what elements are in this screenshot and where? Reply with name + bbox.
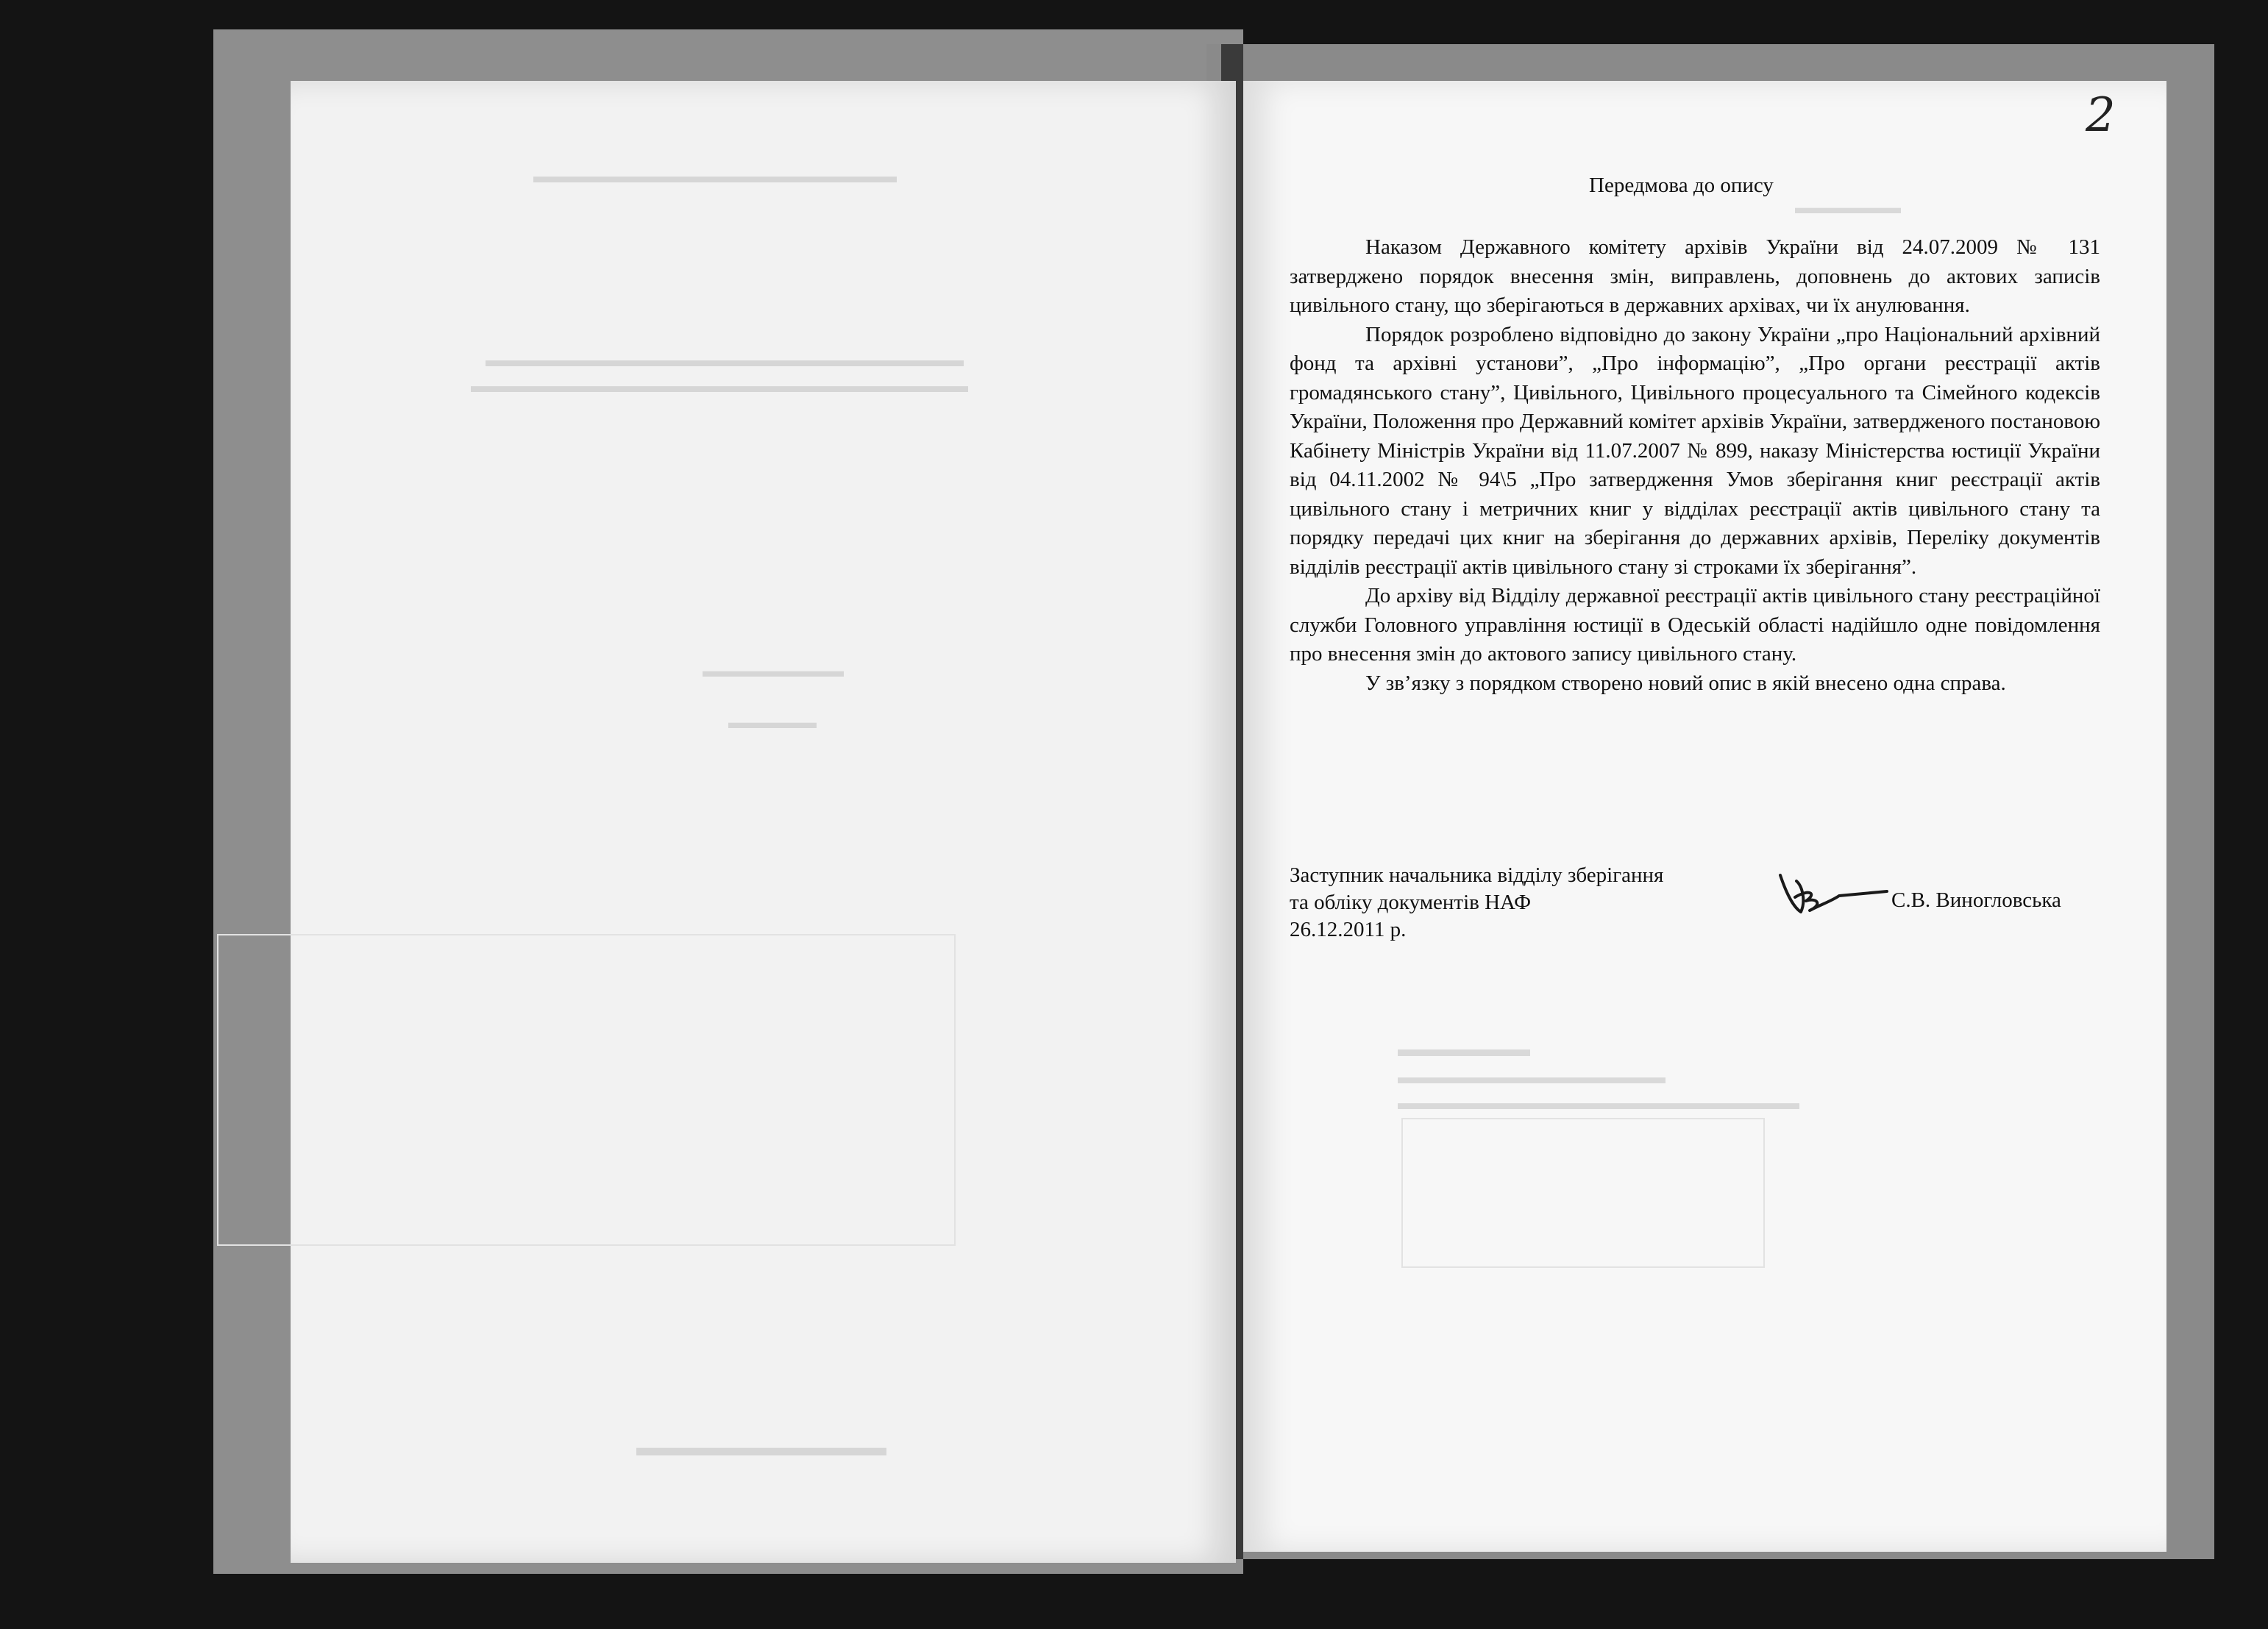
bleed-through-text: ▬▬▬▬▬▬▬▬ — [703, 662, 844, 681]
left-page — [291, 81, 1236, 1563]
signatory-position-line1: Заступник начальника відділу зберігання — [1290, 863, 1664, 887]
bleed-through-text: ▬▬▬▬▬▬ — [1795, 199, 1901, 218]
signatory-name: С.В. Виногловська — [1891, 888, 2061, 912]
paragraph: Порядок розроблено відповідно до закону України „про Національний архівний фонд та архівні установи”, „Про інформацію”, „Про органи реєстрації актів громадянського стану”, Цивільного, Цивільного процесуального та Сімейного кодексів України, Положення про Державний комітет архівів України, затвердженого постановою Кабінету Міністрів України від 11.07.2007 № 899, наказу Міністерства юстиції України від 04.11.2002 № 94\5 „Про затвердження Умов зберігання книг реєстрації актів цивільного стану і метричних книг у відділах реєстрації актів цивільного стану та порядку передачі цих книг на зберігання до державних архівів, Переліку документів відділів реєстрації актів цивільного стану зі строками їх зберігання”. — [1290, 322, 2100, 579]
paragraph: До архіву від Відділу державної реєстрації актів цивільного стану реєстраційної служби Головного управління юстиції в Одеській області надійшло одне повідомлення про внесення змін до актового запису цивільного стану. — [1290, 584, 2100, 666]
bleed-through-stamp — [1401, 1118, 1765, 1268]
handwritten-signature — [1766, 868, 1891, 919]
signatory-block — [1290, 862, 1663, 944]
signatory-position-line2: та обліку документів НАФ — [1290, 891, 1532, 914]
bleed-through-text: ▬▬▬▬▬▬▬▬▬▬▬▬▬▬▬▬▬▬▬▬▬ — [1398, 1092, 1799, 1113]
document-body — [1290, 233, 2100, 698]
bleed-through-text: ▬▬▬▬▬▬ — [1398, 1037, 1530, 1061]
bleed-through-text: ▬▬▬▬▬▬▬▬▬▬▬▬▬▬▬▬▬▬▬ — [533, 165, 897, 187]
page-number: 2 — [2086, 88, 2116, 143]
bleed-through-table — [217, 934, 956, 1246]
bleed-through-text: ▬▬▬▬▬▬▬▬▬▬ — [636, 1434, 886, 1461]
paragraph: У зв’язку з порядком створено новий опис в якій внесено одна справа. — [1365, 671, 2006, 695]
bleed-through-text: ▬▬▬▬▬▬▬▬▬▬▬▬▬▬ — [1398, 1066, 1666, 1088]
bleed-through-text: ▬▬▬▬▬▬▬▬▬▬▬▬▬▬▬▬▬▬▬▬▬▬▬▬▬▬ — [471, 375, 968, 396]
paragraph: Наказом Державного комітету архівів України від 24.07.2009 № 131 затверджено порядок внесення змін, виправлень, доповнень до актових записів цивільного стану, що зберігаються в державних архівах, чи їх анулювання. — [1290, 235, 2100, 317]
bleed-through-text: ▬▬▬▬▬▬▬▬▬▬▬▬▬▬▬▬▬▬▬▬▬▬▬▬▬ — [486, 349, 964, 371]
document-title: Передмова до опису — [1589, 174, 1774, 197]
bleed-through-text: ▬▬▬▬▬ — [728, 713, 817, 732]
signature-date: 26.12.2011 р. — [1290, 918, 1407, 941]
